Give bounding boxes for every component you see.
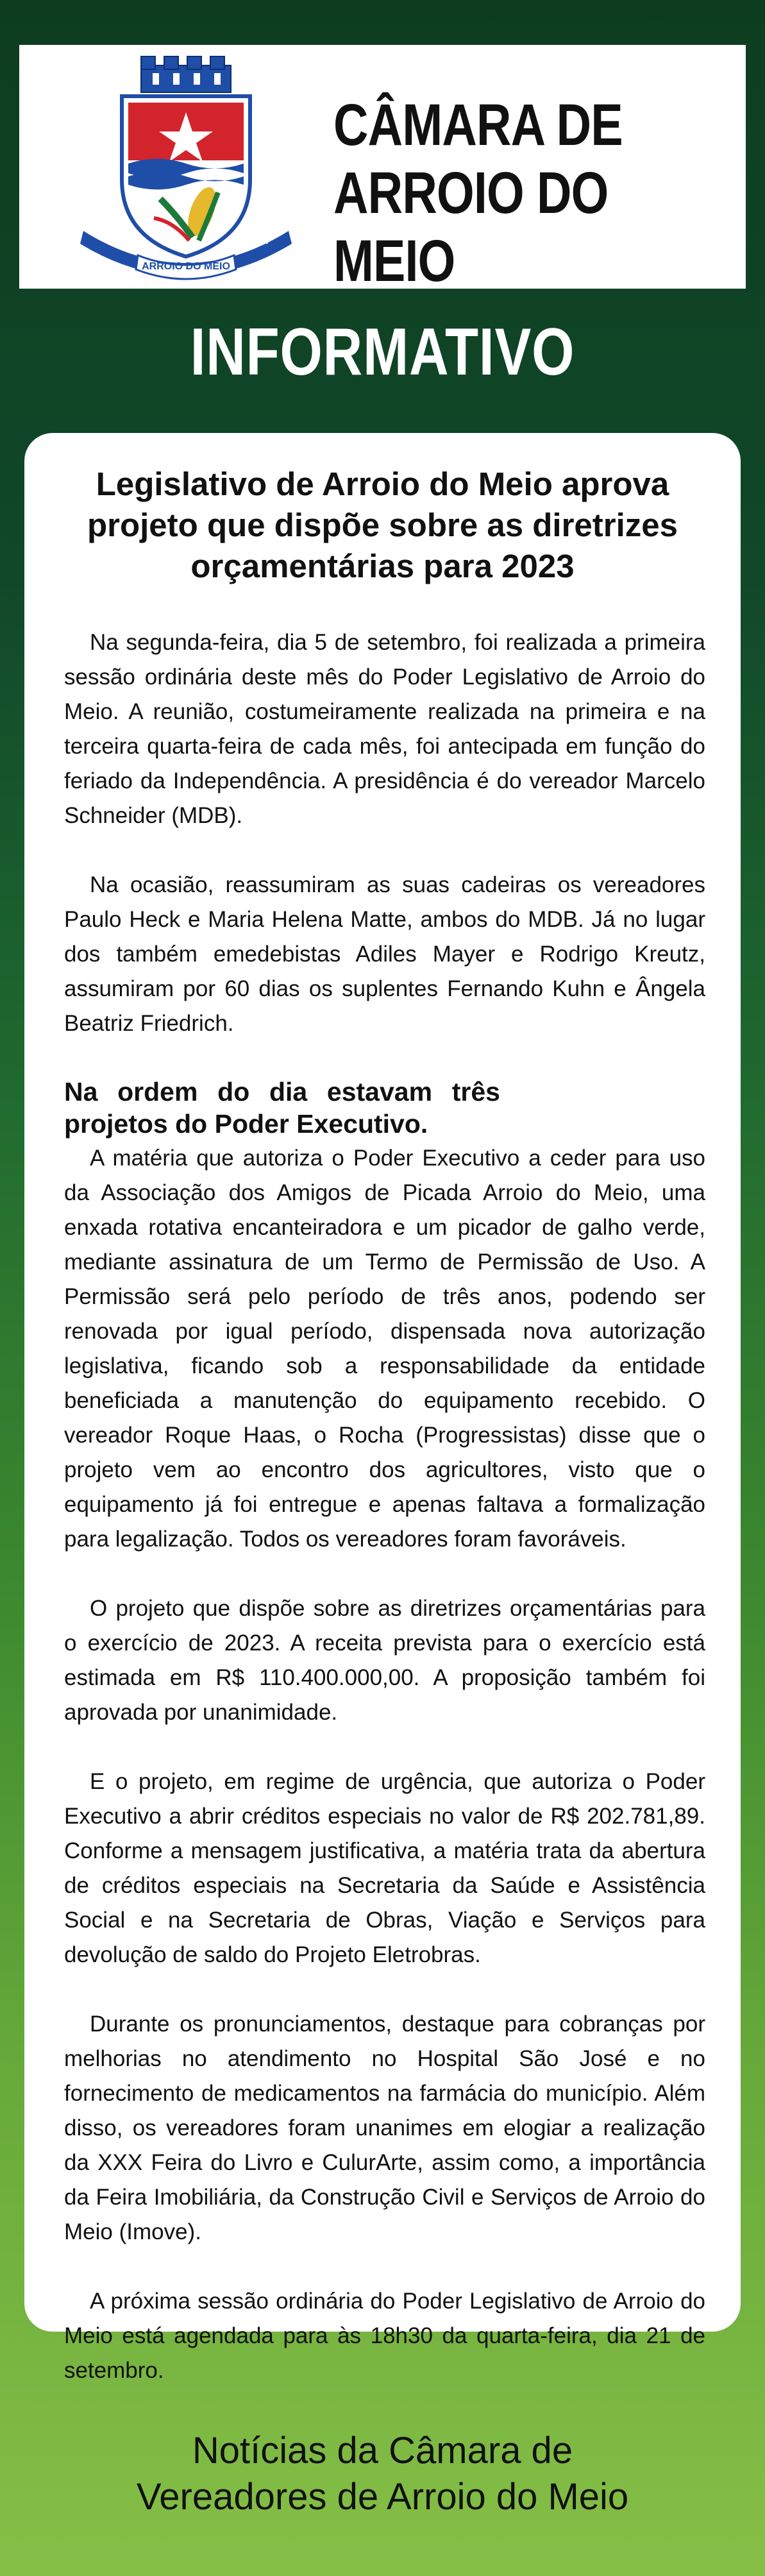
footer-line2: Vereadores de Arroio do Meio: [136, 2476, 629, 2518]
org-name-line1: CÂMARA DE: [333, 92, 623, 158]
footer-tagline: [0, 2428, 765, 2520]
article-body: [64, 625, 705, 2423]
subheading: Na ordem do dia estavam três projetos do Poder Executivo.: [64, 1077, 500, 1139]
article-title: Legislativo de Arroio do Meio aprova projeto que dispõe sobre as diretrizes orçamentárias para 2023: [87, 466, 678, 584]
paragraph-5: E o projeto, em regime de urgência, que autoriza o Poder Executivo a abrir créditos especiais no valor de R$ 202.781,89. Conforme a mensagem justificativa, a matéria trata da abertura de créditos especiais na Secretaria da Saúde e Assistência Social e na Secretaria de Obras, Viação e Serviços para devolução de saldo do Projeto Eletrobras.: [64, 1769, 705, 1967]
svg-text:ARROIO DO MEIO: ARROIO DO MEIO: [142, 261, 230, 272]
coat-of-arms-logo: [71, 51, 301, 282]
paragraph-6: Durante os pronunciamentos, destaque para cobranças por melhorias no atendimento no Hospital São José e no fornecimento de medicamentos na farmácia do município. Além disso, os vereadores foram unanimes em elogiar a realização da XXX Feira do Livro e CulurArte, assim como, a importância da Feira Imobiliária, da Construção Civil e Serviços de Arroio do Meio (Imove).: [64, 2012, 705, 2244]
org-name-line2: ARROIO DO MEIO: [333, 160, 609, 294]
paragraph-7: A próxima sessão ordinária do Poder Legislativo de Arroio do Meio está agendada para às 18h30 da quarta-feira, dia 21 de setembro.: [64, 2289, 705, 2383]
article-card: [24, 433, 741, 2383]
paragraph-2: Na ocasião, reassumiram as suas cadeiras os vereadores Paulo Heck e Maria Helena Matte, ambos do MDB. Já no lugar dos também emedebistas Adiles Mayer e Rodrigo Kreutz, assumiram por 60 dias os suplentes Fernando Kuhn e Ângela Beatriz Friedrich.: [64, 872, 705, 1036]
footer-line1: Notícias da Câmara de: [192, 2430, 573, 2471]
paragraph-1: Na segunda-feira, dia 5 de setembro, foi realizada a primeira sessão ordinária deste mês do Poder Legislativo de Arroio do Meio. A reunião, costumeiramente realizada na primeira e na terceira quarta-feira de cada mês, foi antecipada em função do feriado da Independência. A presidência é do vereador Marcelo Schneider (MDB).: [64, 630, 705, 828]
banner-title: INFORMATIVO: [190, 315, 575, 389]
svg-text:1853: 1853: [106, 233, 135, 247]
svg-text:1934: 1934: [240, 233, 269, 247]
header: [19, 45, 746, 294]
organization-name: [333, 91, 670, 295]
paragraph-4: O projeto que dispõe sobre as diretrizes orçamentárias para o exercício de 2023. A receita prevista para o exercício está estimada em R$ 110.400.000,00. A proposição também foi aprovada por unanimidade.: [64, 1596, 705, 1725]
paragraph-3: A matéria que autoriza o Poder Executivo a ceder para uso da Associação dos Amigos de Picada Arroio do Meio, uma enxada rotativa encanteiradora e um picador de galho verde, mediante assinatura de um Termo de Permissão de Uso. A Permissão será pelo período de três anos, podendo ser renovada por igual período, dispensada nova autorização legislativa, ficando sob a responsabilidade da entidade beneficiada a manutenção do equipamento recebido. O vereador Roque Haas, o Rocha (Progressistas) disse que o projeto vem ao encontro dos agricultores, visto que o equipamento já foi entregue e apenas faltava a formalização para legalização. Todos os vereadores foram favoráveis.: [64, 1146, 705, 1552]
